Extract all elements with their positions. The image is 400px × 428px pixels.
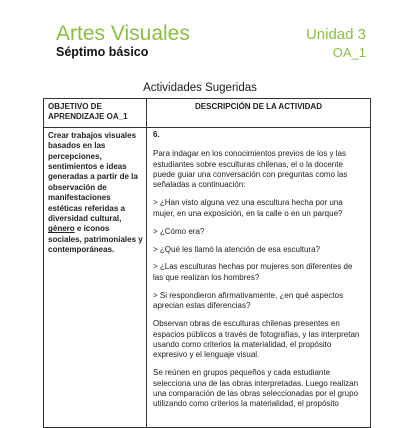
table-row — [44, 127, 371, 427]
objective-text-part2: e íconos sociales, patrimoniales y contemporáneas. — [48, 224, 143, 255]
subject-title: Artes Visuales — [56, 22, 190, 45]
activity-question: > ¿Qué les llamó la atención de esa escultura? — [153, 244, 320, 254]
grade-label: Séptimo básico — [56, 45, 149, 59]
activity-question: > ¿Las esculturas hechas por mujeres son diferentes de las que realizan los hombres? — [153, 262, 353, 282]
activity-paragraph: Observan obras de esculturas chilenas presentes en espacios públicos a través de fotografías, y las interpretan usando como criterios la materialidad, el propósito expresivo y el lenguaje visual. — [153, 319, 360, 360]
table-header-row — [44, 99, 371, 128]
document-header — [56, 22, 366, 62]
oa-label: OA_1 — [332, 45, 366, 60]
activity-question: > ¿Cómo era? — [153, 226, 205, 236]
activity-paragraph: Para indagar en los conocimientos previos de los y las estudiantes sobre esculturas chilenas, el o la docente puede guiar una conversación con preguntas como las señaladas a continuación: — [153, 149, 348, 190]
objective-header: OBJETIVO DE APRENDIZAJE OA_1 — [44, 99, 147, 128]
description-header: DESCRIPCIÓN DE LA ACTIVIDAD — [147, 99, 371, 128]
objective-underlined-word: género — [48, 224, 75, 234]
objective-text-part1: Crear trabajos visuales basados en las percepciones, sentimientos e ideas generadas a partir de la observación de manifestaciones estéticas referidas a diversidad cultural, — [48, 130, 138, 224]
activity-number: 6. — [153, 129, 160, 139]
description-cell — [147, 127, 371, 427]
activity-question: > Si respondieron afirmativamente, ¿en qué aspectos aprecian estas diferencias? — [153, 290, 344, 311]
objective-cell — [44, 127, 147, 427]
activity-question: > ¿Han visto alguna vez una escultura hecha por una mujer, en una exposición, en la calle o en un parque? — [153, 198, 343, 218]
activity-paragraph: Se reúnen en grupos pequeños y cada estudiante selecciona una de las obras interpretadas. Luego realizan una comparación de las obras seleccionadas por el grupo utilizando como criterios la materialidad, el propósito — [153, 368, 359, 409]
section-title: Actividades Sugeridas — [143, 82, 257, 94]
unit-label: Unidad 3 — [305, 26, 366, 43]
activities-table — [43, 98, 371, 428]
